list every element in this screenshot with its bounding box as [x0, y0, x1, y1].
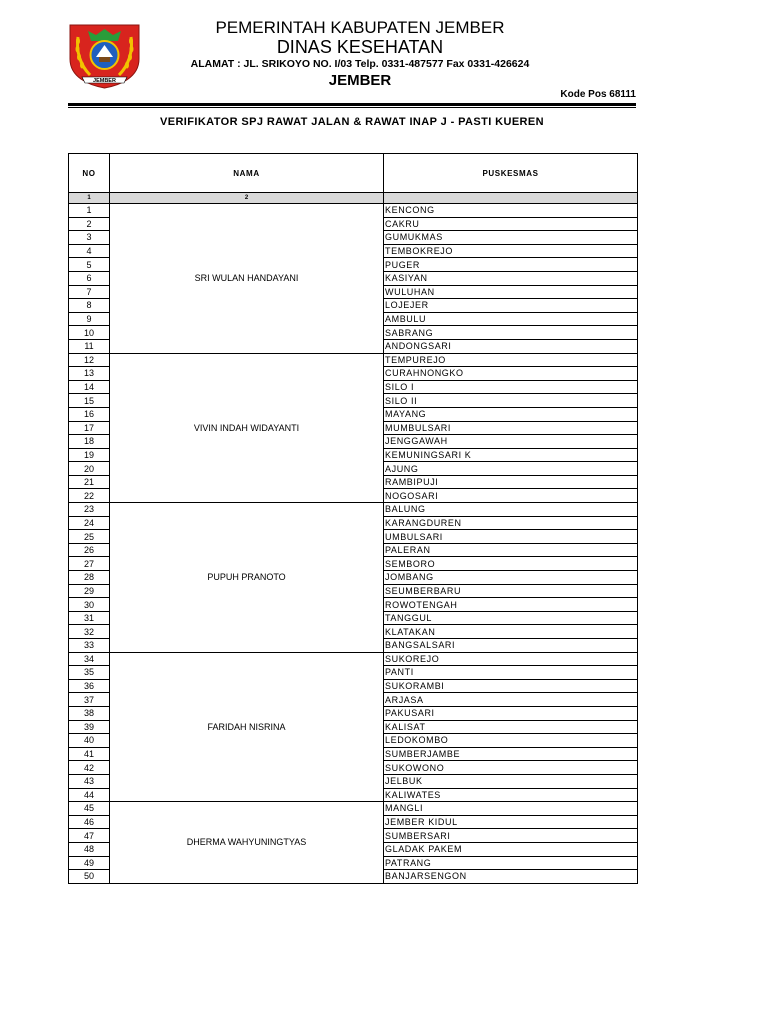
puskesmas-cell: AMBULU	[384, 312, 638, 326]
row-number-cell: 28	[69, 571, 110, 585]
puskesmas-cell: KALISAT	[384, 720, 638, 734]
row-number-cell: 46	[69, 815, 110, 829]
header-divider-thin	[68, 107, 636, 108]
row-number-cell: 49	[69, 856, 110, 870]
puskesmas-cell: SILO I	[384, 380, 638, 394]
row-number-cell: 40	[69, 734, 110, 748]
column-header-no: NO	[69, 154, 110, 193]
puskesmas-cell: SUKOREJO	[384, 652, 638, 666]
puskesmas-cell: PAKUSARI	[384, 706, 638, 720]
puskesmas-cell: KALIWATES	[384, 788, 638, 802]
table-header-row	[69, 154, 638, 193]
puskesmas-cell: TEMBOKREJO	[384, 244, 638, 258]
row-number-cell: 18	[69, 435, 110, 449]
row-number-cell: 6	[69, 271, 110, 285]
table-row	[69, 503, 638, 517]
row-number-cell: 29	[69, 584, 110, 598]
table-row	[69, 353, 638, 367]
puskesmas-cell: UMBULSARI	[384, 530, 638, 544]
puskesmas-cell: RAMBIPUJI	[384, 475, 638, 489]
column-header-nama: NAMA	[110, 154, 384, 193]
puskesmas-cell: SUMBERSARI	[384, 829, 638, 843]
row-number-cell: 21	[69, 475, 110, 489]
header-address: ALAMAT : JL. SRIKOYO NO. I/03 Telp. 0331-487577 Fax 0331-426624	[190, 58, 530, 70]
header-postal-code: Kode Pos 68111	[560, 89, 636, 100]
row-number-cell: 13	[69, 367, 110, 381]
column-header-puskesmas: PUSKESMAS	[384, 154, 638, 193]
header-divider-thick	[68, 103, 636, 106]
puskesmas-cell: GLADAK PAKEM	[384, 842, 638, 856]
row-number-cell: 37	[69, 693, 110, 707]
row-number-cell: 33	[69, 639, 110, 653]
header-government-name: PEMERINTAH KABUPATEN JEMBER	[215, 18, 505, 37]
puskesmas-cell: KENCONG	[384, 204, 638, 218]
puskesmas-cell: MUMBULSARI	[384, 421, 638, 435]
puskesmas-cell: BALUNG	[384, 503, 638, 517]
puskesmas-cell: KEMUNINGSARI K	[384, 448, 638, 462]
jember-emblem-logo	[66, 19, 143, 89]
puskesmas-cell: ARJASA	[384, 693, 638, 707]
verifier-name-cell: SRI WULAN HANDAYANI	[110, 204, 384, 354]
table-body	[69, 193, 638, 884]
puskesmas-cell: ANDONGSARI	[384, 339, 638, 353]
puskesmas-cell: BANJARSENGON	[384, 870, 638, 884]
puskesmas-cell: CURAHNONGKO	[384, 367, 638, 381]
row-number-cell: 39	[69, 720, 110, 734]
puskesmas-cell: LEDOKOMBO	[384, 734, 638, 748]
row-number-cell: 36	[69, 679, 110, 693]
header-city: JEMBER	[328, 72, 392, 89]
puskesmas-cell: JELBUK	[384, 774, 638, 788]
puskesmas-cell: PANTI	[384, 666, 638, 680]
puskesmas-cell: TANGGUL	[384, 611, 638, 625]
puskesmas-cell: TEMPUREJO	[384, 353, 638, 367]
puskesmas-cell: BANGSALSARI	[384, 639, 638, 653]
row-number-cell: 31	[69, 611, 110, 625]
row-number-cell: 38	[69, 706, 110, 720]
row-number-cell: 35	[69, 666, 110, 680]
row-number-cell: 17	[69, 421, 110, 435]
row-number-cell: 25	[69, 530, 110, 544]
column-index-row	[69, 193, 638, 204]
row-number-cell: 8	[69, 299, 110, 313]
puskesmas-cell: AJUNG	[384, 462, 638, 476]
puskesmas-cell: SUMBERJAMBE	[384, 747, 638, 761]
verifier-name-cell: FARIDAH NISRINA	[110, 652, 384, 802]
row-number-cell: 27	[69, 557, 110, 571]
puskesmas-cell: NOGOSARI	[384, 489, 638, 503]
puskesmas-cell: JOMBANG	[384, 571, 638, 585]
row-number-cell: 20	[69, 462, 110, 476]
row-number-cell: 10	[69, 326, 110, 340]
row-number-cell: 44	[69, 788, 110, 802]
row-number-cell: 5	[69, 258, 110, 272]
row-number-cell: 22	[69, 489, 110, 503]
puskesmas-cell: SUKOWONO	[384, 761, 638, 775]
row-number-cell: 47	[69, 829, 110, 843]
puskesmas-cell: PUGER	[384, 258, 638, 272]
puskesmas-cell: CAKRU	[384, 217, 638, 231]
puskesmas-cell: ROWOTENGAH	[384, 598, 638, 612]
puskesmas-cell: KLATAKAN	[384, 625, 638, 639]
table-row	[69, 652, 638, 666]
row-number-cell: 26	[69, 543, 110, 557]
table-row	[69, 204, 638, 218]
row-number-cell: 2	[69, 217, 110, 231]
row-number-cell: 7	[69, 285, 110, 299]
verifier-table	[68, 153, 638, 884]
row-number-cell: 30	[69, 598, 110, 612]
row-number-cell: 1	[69, 204, 110, 218]
row-number-cell: 45	[69, 802, 110, 816]
puskesmas-cell: SUKORAMBI	[384, 679, 638, 693]
row-number-cell: 3	[69, 231, 110, 245]
verifier-name-cell: VIVIN INDAH WIDAYANTI	[110, 353, 384, 503]
row-number-cell: 24	[69, 516, 110, 530]
row-number-cell: 43	[69, 774, 110, 788]
row-number-cell: 16	[69, 407, 110, 421]
verifier-name-cell: DHERMA WAHYUNINGTYAS	[110, 802, 384, 884]
puskesmas-cell: PALERAN	[384, 543, 638, 557]
table-row	[69, 802, 638, 816]
row-number-cell: 50	[69, 870, 110, 884]
column-index-cell	[384, 193, 638, 204]
puskesmas-cell: SABRANG	[384, 326, 638, 340]
row-number-cell: 14	[69, 380, 110, 394]
row-number-cell: 42	[69, 761, 110, 775]
header-department-name: DINAS KESEHATAN	[276, 37, 444, 57]
row-number-cell: 23	[69, 503, 110, 517]
row-number-cell: 12	[69, 353, 110, 367]
puskesmas-cell: SILO II	[384, 394, 638, 408]
puskesmas-cell: GUMUKMAS	[384, 231, 638, 245]
puskesmas-cell: SEMBORO	[384, 557, 638, 571]
column-index-cell: 1	[69, 193, 110, 204]
puskesmas-cell: SEUMBERBARU	[384, 584, 638, 598]
row-number-cell: 34	[69, 652, 110, 666]
row-number-cell: 9	[69, 312, 110, 326]
row-number-cell: 15	[69, 394, 110, 408]
svg-text:JEMBER: JEMBER	[93, 78, 116, 84]
puskesmas-cell: MAYANG	[384, 407, 638, 421]
column-index-cell: 2	[110, 193, 384, 204]
puskesmas-cell: KARANGDUREN	[384, 516, 638, 530]
puskesmas-cell: WULUHAN	[384, 285, 638, 299]
puskesmas-cell: KASIYAN	[384, 271, 638, 285]
puskesmas-cell: MANGLI	[384, 802, 638, 816]
row-number-cell: 41	[69, 747, 110, 761]
puskesmas-cell: JEMBER KIDUL	[384, 815, 638, 829]
row-number-cell: 19	[69, 448, 110, 462]
row-number-cell: 32	[69, 625, 110, 639]
puskesmas-cell: LOJEJER	[384, 299, 638, 313]
puskesmas-cell: PATRANG	[384, 856, 638, 870]
row-number-cell: 48	[69, 842, 110, 856]
puskesmas-cell: JENGGAWAH	[384, 435, 638, 449]
row-number-cell: 11	[69, 339, 110, 353]
verifier-table-container	[68, 153, 637, 884]
document-title: VERIFIKATOR SPJ RAWAT JALAN & RAWAT INAP J - PASTI KUEREN	[159, 116, 544, 128]
verifier-name-cell: PUPUH PRANOTO	[110, 503, 384, 653]
row-number-cell: 4	[69, 244, 110, 258]
